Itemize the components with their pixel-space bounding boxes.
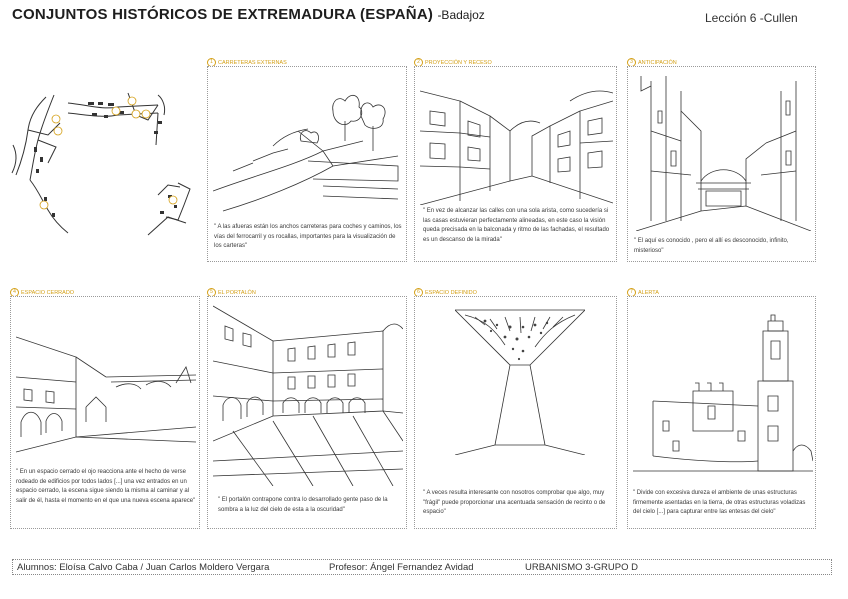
panel-1-sketch bbox=[213, 71, 403, 221]
panel-6-title: ESPACIO DEFINIDO bbox=[425, 289, 477, 296]
panel-6-caption: " A veces resulta interesante con nosotros comprobar que algo, muy "frágil" puede proporcionar una acentuada sensación de recinto o de espacio" bbox=[423, 490, 606, 515]
page-title bbox=[12, 6, 485, 23]
city-label: -Badajoz bbox=[437, 8, 485, 22]
panel-4-caption: " En un espacio cerrado el ojo reacciona ante el hecho de verse rodeado de edificios por todos lados [...] una vez entrados en un espacio cerrado, la escena sigue siendo la misma al caminar y al salir de él, hasta el momento en el que una nueva escena aparece" bbox=[16, 469, 196, 504]
panel-4-number: 4 bbox=[10, 288, 19, 297]
panel-3-caption: " El aquí es conocido , pero el allí es desconocido, infinito, misterioso" bbox=[634, 238, 789, 254]
students-label: Alumnos: Eloísa Calvo Caba / Juan Carlos Moldero Vergara bbox=[17, 561, 270, 573]
panel-6 bbox=[414, 296, 617, 529]
panel-7-caption: " Divide con excesiva dureza el ambiente de unas estructuras firmemente asentadas en la tierra, de otras estructuras voladizas del cielo [...] para capturar entre las entesas del cielo" bbox=[633, 490, 806, 515]
panel-2-caption: " En vez de alcanzar las calles con una sola arista, como sucedería si las casas estuvieran perfectamente alineadas, en este caso la visión queda precisada en la balconada y ritmo de las fachadas, el resultado es un descanso de la mirada" bbox=[423, 208, 610, 243]
panel-7-sketch bbox=[633, 311, 813, 481]
panel-5 bbox=[207, 296, 407, 529]
panel-2-sketch bbox=[420, 71, 613, 205]
lesson-label: Lección 6 -Cullen bbox=[705, 11, 798, 25]
panel-6-number: 6 bbox=[414, 288, 423, 297]
panel-5-caption: " El portalón contrapone contra lo desarrollado gente paso de la sombra a la luz del cielo de esta a la oscuridad" bbox=[218, 497, 388, 513]
panel-4 bbox=[10, 296, 200, 529]
panel-7-number: 7 bbox=[627, 288, 636, 297]
panel-4-sketch bbox=[16, 327, 196, 457]
panel-6-sketch bbox=[455, 305, 585, 455]
panel-1-number: 1 bbox=[207, 58, 216, 67]
panel-7 bbox=[627, 296, 816, 529]
panel-4-title: ESPACIO CERRADO bbox=[21, 289, 75, 296]
panel-2 bbox=[414, 66, 617, 262]
panel-2-number: 2 bbox=[414, 58, 423, 67]
title-text: CONJUNTOS HISTÓRICOS DE EXTREMADURA (ESPAÑA) bbox=[12, 6, 434, 23]
panel-3-title: ANTICIPACIÓN bbox=[638, 59, 677, 66]
panel-3-number: 3 bbox=[627, 58, 636, 67]
panel-1 bbox=[207, 66, 407, 262]
panel-5-number: 5 bbox=[207, 288, 216, 297]
panel-2-title: PROYECCIÓN Y RECESO bbox=[425, 59, 492, 66]
course-label: URBANISMO 3-GRUPO D bbox=[525, 561, 638, 573]
panel-5-title: EL PORTALÓN bbox=[218, 289, 256, 296]
panel-3 bbox=[627, 66, 816, 262]
professor-label: Profesor: Ángel Fernandez Avidad bbox=[329, 561, 474, 573]
credits-bar bbox=[12, 559, 832, 575]
panel-3-sketch bbox=[636, 71, 811, 231]
panel-1-title: CARRETERAS EXTERNAS bbox=[218, 59, 287, 66]
panel-1-caption: " A las afueras están los anchos carreteras para coches y caminos, los vías del ferrocarril y os rocallas, importantes para la visualización de los carteras" bbox=[214, 224, 402, 249]
panel-7-title: ALERTA bbox=[638, 289, 659, 296]
site-map-sketch bbox=[8, 85, 200, 245]
panel-5-sketch bbox=[213, 301, 403, 486]
